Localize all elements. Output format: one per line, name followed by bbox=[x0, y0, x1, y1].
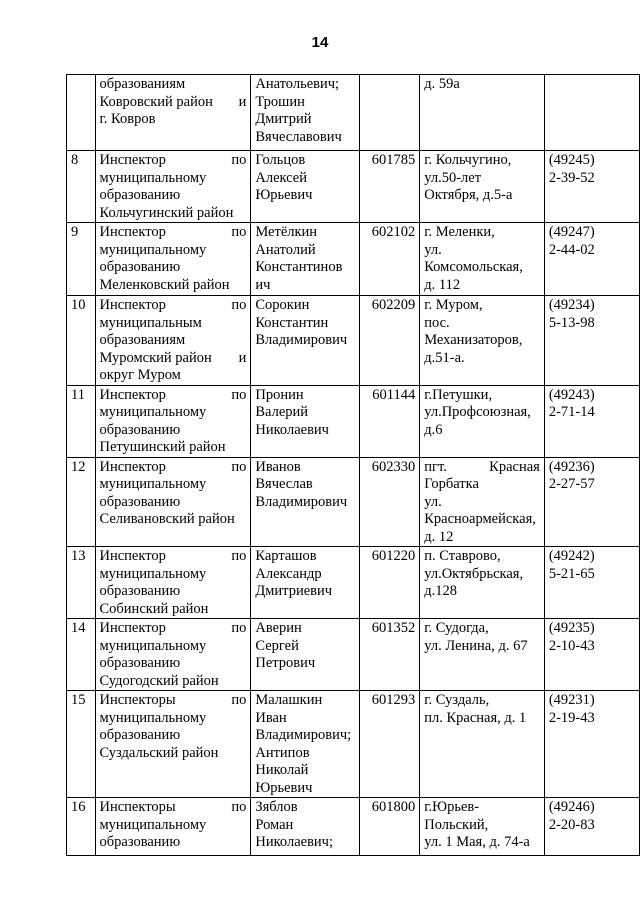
post-cell bbox=[95, 223, 251, 296]
post-line: муниципальному bbox=[99, 404, 207, 420]
post-line-end: и bbox=[238, 349, 247, 366]
table-row bbox=[67, 385, 640, 457]
address-cell bbox=[420, 457, 545, 547]
address-line: г. Меленки, bbox=[424, 224, 495, 240]
address-cell bbox=[420, 385, 545, 457]
phone-cell bbox=[544, 691, 639, 798]
phone-cell bbox=[544, 75, 639, 151]
name-line: Вячеслав bbox=[255, 476, 313, 492]
name-cell bbox=[251, 547, 360, 619]
name-line: Иванов bbox=[255, 458, 301, 475]
phone-line: (49242) bbox=[548, 548, 595, 564]
post-line: муниципальному bbox=[99, 709, 207, 726]
name-line: Анатольевич; bbox=[255, 76, 340, 92]
name-line: Сорокин bbox=[255, 297, 310, 313]
name-line: Валерий bbox=[255, 404, 309, 420]
address-line: ул.50-лет bbox=[424, 169, 482, 186]
address-line: г. Кольчугино, bbox=[424, 152, 512, 168]
post-cell bbox=[95, 547, 251, 619]
name-line: Роман bbox=[255, 816, 294, 833]
name-line: Владимирович; bbox=[255, 727, 352, 743]
address-line: г. Муром, bbox=[424, 297, 483, 313]
phone-cell bbox=[544, 151, 639, 223]
post-line: г. Ковров bbox=[99, 111, 156, 127]
address-line: д. 59а bbox=[424, 76, 460, 92]
address-line: д.128 bbox=[424, 583, 457, 599]
name-line: Владимирович bbox=[255, 493, 348, 510]
phone-line: 5-13-98 bbox=[548, 314, 595, 331]
address-line: п. Ставрово, bbox=[424, 548, 501, 564]
post-line: образованию bbox=[99, 834, 181, 850]
post-line-start: Инспектор bbox=[99, 458, 166, 475]
phone-line: 5-21-65 bbox=[548, 565, 595, 582]
name-line: Трошин bbox=[255, 93, 305, 110]
address-cell bbox=[420, 619, 545, 691]
post-cell bbox=[95, 691, 251, 798]
post-line: образованию bbox=[99, 655, 181, 671]
post-line-end: по bbox=[231, 692, 247, 708]
address-cell bbox=[420, 296, 545, 386]
name-line: Анатолий bbox=[255, 241, 316, 258]
name-line: Аверин bbox=[255, 620, 302, 636]
address-line: Горбатка bbox=[424, 476, 479, 492]
phone-cell bbox=[544, 798, 639, 856]
phone-cell bbox=[544, 619, 639, 691]
name-cell bbox=[251, 691, 360, 798]
address-line: пл. Красная, д. 1 bbox=[424, 709, 527, 726]
address-line: ул. Ленина, д. 67 bbox=[424, 637, 528, 654]
address-line bbox=[424, 459, 540, 477]
post-line-start: Ковровский район bbox=[99, 93, 213, 110]
phone-line: 2-20-83 bbox=[548, 816, 595, 833]
name-line: Константин bbox=[255, 314, 329, 331]
name-cell bbox=[251, 457, 360, 547]
name-line: Константинов bbox=[255, 259, 343, 275]
post-cell bbox=[95, 619, 251, 691]
post-line-start: Инспектор bbox=[99, 297, 166, 313]
post-line bbox=[100, 459, 247, 477]
phone-line: 2-44-02 bbox=[548, 241, 595, 258]
address-line: г.Петушки, bbox=[424, 386, 493, 403]
post-line: образованию bbox=[99, 727, 181, 743]
name-cell bbox=[251, 75, 360, 151]
post-line: муниципальному bbox=[99, 565, 207, 582]
post-line-start: Инспекторы bbox=[99, 692, 176, 708]
phone-line: 2-19-43 bbox=[548, 709, 595, 726]
phone-cell bbox=[544, 385, 639, 457]
name-line: Николай bbox=[255, 762, 309, 778]
address-line-start: пгт. bbox=[424, 458, 447, 475]
post-line: муниципальному bbox=[99, 476, 207, 492]
post-line-start: Инспектор bbox=[99, 224, 166, 240]
address-cell bbox=[420, 75, 545, 151]
phone-line: (49236) bbox=[548, 458, 595, 475]
phone-cell bbox=[544, 223, 639, 296]
name-line: Метёлкин bbox=[255, 224, 318, 240]
name-line: Иван bbox=[255, 709, 287, 726]
post-line: муниципальному bbox=[99, 241, 207, 258]
post-line: Суздальский район bbox=[99, 744, 219, 761]
name-line: Антипов bbox=[255, 744, 310, 761]
index-cell: 601785 bbox=[359, 151, 419, 223]
post-line: образованиям bbox=[99, 332, 186, 348]
address-line: г. Судогда, bbox=[424, 620, 489, 636]
address-line: ул. bbox=[424, 493, 442, 510]
post-line: Петушинский район bbox=[99, 439, 226, 455]
num-cell: 16 bbox=[67, 798, 96, 856]
num-cell: 11 bbox=[67, 385, 96, 457]
address-line: Красноармейская, bbox=[424, 511, 536, 527]
address-cell bbox=[420, 547, 545, 619]
index-cell: 602102 bbox=[359, 223, 419, 296]
address-line: ул.Октябрьская, bbox=[424, 565, 524, 582]
post-line: Собинский район bbox=[99, 600, 209, 617]
table-body bbox=[67, 75, 640, 856]
address-line: ул. 1 Мая, д. 74-а bbox=[424, 834, 530, 850]
address-cell bbox=[420, 223, 545, 296]
index-cell: 601220 bbox=[359, 547, 419, 619]
post-line: муниципальному bbox=[99, 637, 207, 654]
post-line: образованию bbox=[99, 421, 181, 438]
post-line: образованию bbox=[99, 187, 181, 203]
phone-line: (49246) bbox=[548, 799, 595, 815]
phone-line: 2-71-14 bbox=[548, 404, 595, 420]
table-row bbox=[67, 619, 640, 691]
post-line bbox=[100, 620, 247, 638]
post-cell bbox=[95, 385, 251, 457]
name-cell bbox=[251, 151, 360, 223]
post-line-end: по bbox=[231, 620, 247, 636]
name-line: Малашкин bbox=[255, 692, 323, 708]
post-line: образованию bbox=[99, 259, 181, 275]
name-line: Пронин bbox=[255, 386, 304, 403]
name-cell bbox=[251, 619, 360, 691]
post-line: образованию bbox=[99, 583, 181, 599]
post-line-end: по bbox=[231, 799, 247, 815]
name-line: Дмитрий bbox=[255, 111, 312, 127]
name-line: Зяблов bbox=[255, 799, 298, 815]
address-cell bbox=[420, 151, 545, 223]
post-line bbox=[100, 387, 247, 405]
page-number: 14 bbox=[311, 34, 329, 51]
post-line bbox=[100, 350, 247, 368]
name-line: Александр bbox=[255, 565, 322, 582]
address-line: Польский, bbox=[424, 816, 489, 833]
phone-line: (49234) bbox=[548, 297, 595, 313]
post-line: муниципальному bbox=[99, 169, 207, 186]
post-line-start: Инспектор bbox=[99, 620, 166, 636]
address-line: д.51-а. bbox=[424, 349, 465, 366]
post-cell bbox=[95, 798, 251, 856]
phone-cell bbox=[544, 547, 639, 619]
post-line-end: по bbox=[231, 458, 247, 475]
phone-line: (49245) bbox=[548, 152, 595, 168]
inspectors-table bbox=[66, 74, 640, 856]
name-cell bbox=[251, 296, 360, 386]
post-line bbox=[100, 548, 247, 566]
table-row bbox=[67, 798, 640, 856]
post-line: образованиям bbox=[99, 76, 186, 92]
index-cell: 601352 bbox=[359, 619, 419, 691]
num-cell: 13 bbox=[67, 547, 96, 619]
post-line-start: Муромский район bbox=[99, 349, 212, 366]
name-line: Сергей bbox=[255, 637, 299, 654]
index-cell: 601293 bbox=[359, 691, 419, 798]
phone-line: 2-27-57 bbox=[548, 476, 595, 492]
name-line: Алексей bbox=[255, 169, 307, 186]
post-line: Меленковский район bbox=[99, 276, 230, 293]
post-line: Кольчугинский район bbox=[99, 204, 234, 221]
num-cell: 14 bbox=[67, 619, 96, 691]
post-line-end: по bbox=[231, 152, 247, 168]
index-cell: 601800 bbox=[359, 798, 419, 856]
phone-line: 2-10-43 bbox=[548, 637, 595, 654]
phone-cell bbox=[544, 296, 639, 386]
post-line bbox=[100, 224, 247, 242]
post-line: округ Муром bbox=[99, 367, 181, 383]
name-line: Дмитриевич bbox=[255, 583, 333, 599]
post-line-end: по bbox=[231, 297, 247, 313]
name-line: Петрович bbox=[255, 655, 316, 671]
post-line bbox=[100, 297, 247, 315]
num-cell: 12 bbox=[67, 457, 96, 547]
post-line bbox=[100, 94, 247, 112]
phone-line: 2-39-52 bbox=[548, 169, 595, 186]
post-line-start: Инспектор bbox=[99, 548, 166, 564]
post-line-end: и bbox=[238, 93, 247, 110]
post-line-start: Инспектор bbox=[99, 152, 166, 168]
name-line: Юрьевич bbox=[255, 187, 313, 203]
address-line: д. 12 bbox=[424, 528, 454, 545]
phone-cell bbox=[544, 457, 639, 547]
post-cell bbox=[95, 151, 251, 223]
name-line: Владимирович bbox=[255, 332, 348, 348]
table-row bbox=[67, 691, 640, 798]
address-line: д.6 bbox=[424, 421, 443, 438]
name-cell bbox=[251, 385, 360, 457]
num-cell: 9 bbox=[67, 223, 96, 296]
num-cell: 15 bbox=[67, 691, 96, 798]
address-line: пос. bbox=[424, 314, 450, 331]
post-line: образованию bbox=[99, 493, 181, 510]
num-cell: 10 bbox=[67, 296, 96, 386]
name-line: ич bbox=[255, 276, 271, 293]
post-line-end: по bbox=[231, 386, 247, 403]
post-line: муниципальным bbox=[99, 314, 202, 331]
index-cell bbox=[359, 75, 419, 151]
post-cell bbox=[95, 75, 251, 151]
table-row bbox=[67, 75, 640, 151]
table-row bbox=[67, 151, 640, 223]
index-cell: 602330 bbox=[359, 457, 419, 547]
index-cell: 601144 bbox=[359, 385, 419, 457]
address-line: ул. bbox=[424, 241, 442, 258]
post-line: Судогодский район bbox=[99, 672, 219, 689]
table-row bbox=[67, 296, 640, 386]
phone-line: (49231) bbox=[548, 692, 595, 708]
address-line: Механизаторов, bbox=[424, 332, 523, 348]
address-cell bbox=[420, 798, 545, 856]
post-cell bbox=[95, 296, 251, 386]
post-line-start: Инспектор bbox=[99, 386, 166, 403]
num-cell bbox=[67, 75, 96, 151]
index-cell: 602209 bbox=[359, 296, 419, 386]
post-line: Селивановский район bbox=[99, 511, 235, 527]
post-line: муниципальному bbox=[99, 816, 207, 833]
name-line: Николаевич bbox=[255, 421, 329, 438]
address-cell bbox=[420, 691, 545, 798]
post-line bbox=[100, 152, 247, 170]
post-line bbox=[100, 692, 247, 710]
phone-line: (49235) bbox=[548, 620, 595, 636]
table-row bbox=[67, 223, 640, 296]
name-line: Карташов bbox=[255, 548, 317, 564]
address-line: д. 112 bbox=[424, 276, 461, 293]
name-cell bbox=[251, 798, 360, 856]
name-line: Юрьевич bbox=[255, 779, 313, 796]
post-line-end: по bbox=[231, 224, 247, 240]
post-line bbox=[100, 799, 247, 817]
name-line: Вячеславович bbox=[255, 128, 342, 145]
address-line: ул.Профсоюзная, bbox=[424, 404, 531, 420]
address-line-end: Красная bbox=[489, 458, 540, 475]
phone-line: (49247) bbox=[548, 224, 595, 240]
address-line: г.Юрьев- bbox=[424, 799, 480, 815]
name-line: Николаевич; bbox=[255, 834, 333, 850]
post-line-end: по bbox=[231, 548, 247, 564]
address-line: Октября, д.5-а bbox=[424, 187, 513, 203]
name-line: Гольцов bbox=[255, 152, 306, 168]
num-cell: 8 bbox=[67, 151, 96, 223]
table-row bbox=[67, 457, 640, 547]
table-row bbox=[67, 547, 640, 619]
phone-line: (49243) bbox=[548, 386, 595, 403]
name-cell bbox=[251, 223, 360, 296]
post-line-start: Инспекторы bbox=[99, 799, 176, 815]
address-line: Комсомольская, bbox=[424, 259, 523, 275]
post-cell bbox=[95, 457, 251, 547]
address-line: г. Суздаль, bbox=[424, 692, 490, 708]
